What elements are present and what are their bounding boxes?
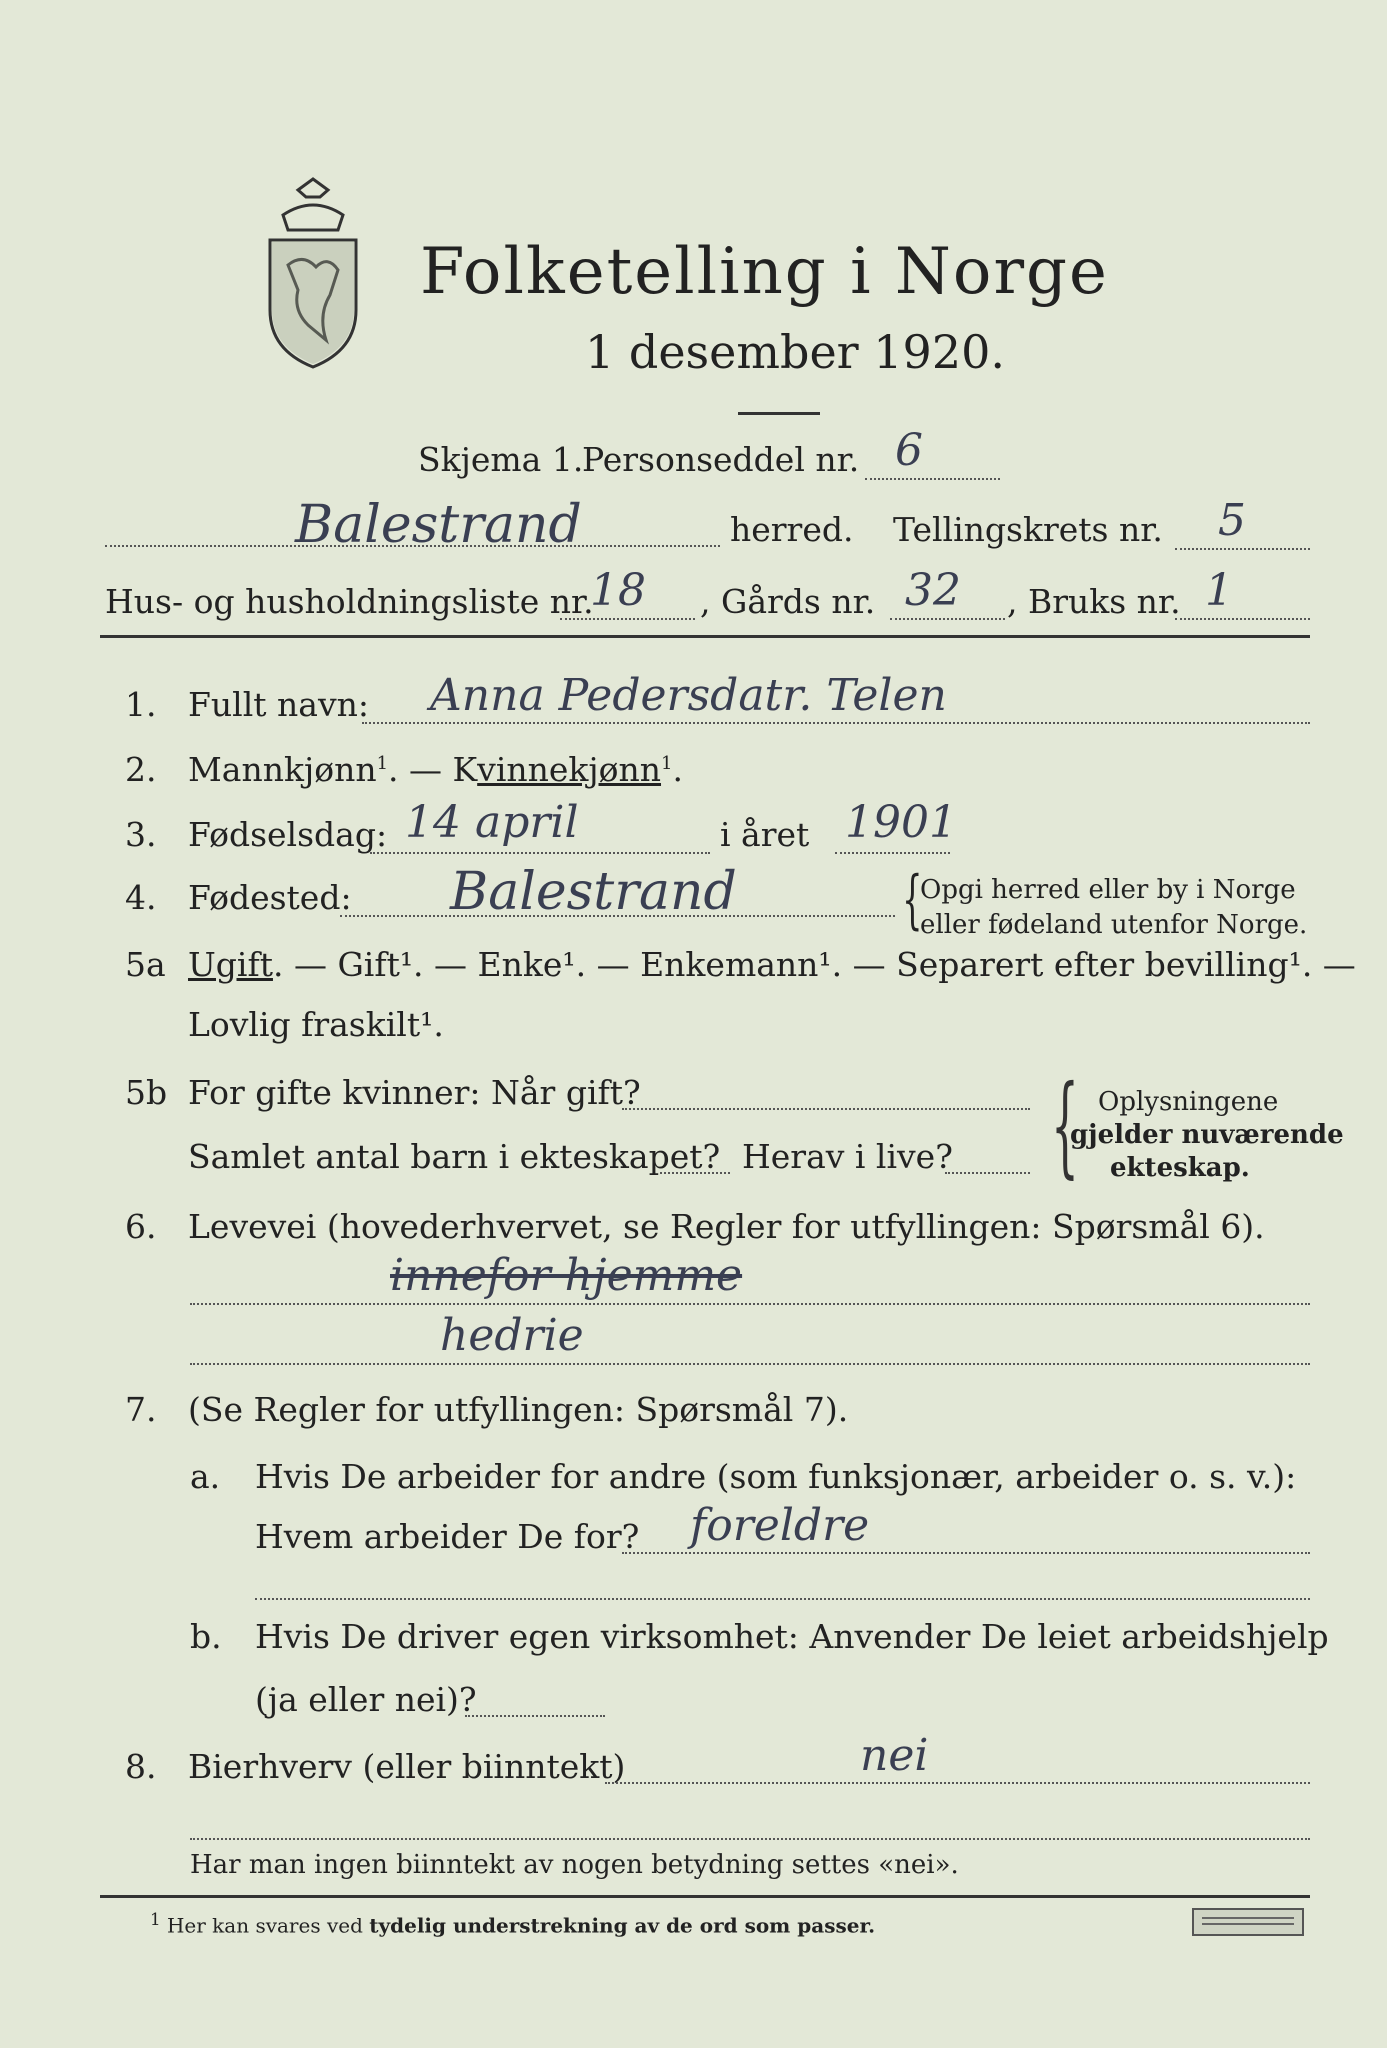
q6-number: 6. xyxy=(125,1207,157,1246)
mannkjonn-option: Mannkjønn xyxy=(188,750,377,789)
levevei-label: Levevei (hovederhvervet, se Regler for utfyllingen: Spørsmål 6). xyxy=(188,1207,1265,1246)
q7b-text: Hvis De driver egen virksomhet: Anvender De leiet arbeidshjelp xyxy=(255,1617,1329,1656)
q7a-text: Hvis De arbeider for andre (som funksjonær, arbeider o. s. v.): xyxy=(255,1457,1297,1496)
ekteskap-note-2: gjelder nuværende xyxy=(1070,1120,1344,1150)
q4-number: 4. xyxy=(125,878,157,917)
bierhverv-label: Bierhverv (eller biinntekt) xyxy=(188,1747,626,1786)
tellingskrets-label: Tellingskrets nr. xyxy=(893,510,1163,549)
bruks-label: , Bruks nr. xyxy=(1007,582,1181,621)
fodested-note-1: Opgi herred eller by i Norge xyxy=(920,875,1296,905)
q3-number: 3. xyxy=(125,815,157,854)
q7-number: 7. xyxy=(125,1390,157,1429)
herred-label: herred. xyxy=(730,510,854,549)
antal-barn-label: Samlet antal barn i ekteskapet? xyxy=(188,1137,721,1176)
bierhverv-value: nei xyxy=(860,1730,929,1781)
hus-label: Hus- og husholdningsliste nr. xyxy=(105,582,594,621)
q7a-number: a. xyxy=(190,1457,221,1496)
hus-value: 18 xyxy=(590,565,646,616)
year-value: 1901 xyxy=(845,797,957,848)
kjonn-options: Mannkjønn$^1$. — Kvinnekjønn$^1$. xyxy=(188,750,683,789)
page-title: Folketelling i Norge xyxy=(420,235,1109,309)
skjema-label: Skjema 1. xyxy=(418,440,584,479)
fodested-value: Balestrand xyxy=(450,862,737,922)
sivilstand-options: Ugift. — Gift¹. — Enke¹. — Enkemann¹. — Separert efter bevilling¹. — xyxy=(188,945,1356,984)
biinntekt-note: Har man ingen biinntekt av nogen betydning settes «nei». xyxy=(190,1850,959,1880)
tellingskrets-value: 5 xyxy=(1218,495,1246,546)
fodselsdag-value: 14 april xyxy=(405,797,579,848)
year-label: i året xyxy=(720,815,810,854)
q1-number: 1. xyxy=(125,685,157,724)
fodested-note-2: eller fødeland utenfor Norge. xyxy=(920,910,1308,940)
census-form: Folketelling i Norge 1 desember 1920. Skjema 1. Personseddel nr. 6 Balestrand herred. Tellingskrets nr. 5 Hus- og husholdningsliste nr. 18 , Gårds nr. 32 , Bruks nr. 1 1. Fullt navn: Anna Pedersdatr. Telen 2. Mannkjønn$^1$. — Kvinnekjønn$^1$. 3. Fødselsdag: 14 april i året 1901 4. Fødested: Balestrand { Opgi herred eller by i Norge eller fødeland utenfor Norge. 5a Ugift. — Gift¹. — Enke¹. — Enkemann¹. — Separert efter bevilling¹. — Lovlig fraskilt¹. 5b For gifte kvinner: Når gift? Samlet antal barn i ekteskapet? Herav i live? { Oplysningene gjelder nuværende ekteskap. 6. Levevei (hovederhvervet, se Regler for utfyllingen: Spørsmål 6). innefor hjemme hedrie 7. (Se Regler for utfyllingen: Spørsmål 7). a. Hvis De arbeider for andre (som funksjonær, arbeider o. s. v.): Hvem arbeider De for? foreldre b. Hvis De driver egen virksomhet: Anvender De leiet arbeidshjelp (ja eller nei)? 8. Bierhverv (eller biinntekt) nei Har man ingen biinntekt av nogen betydning settes «nei». $^1$ Her kan svares ved tydelig understrekning av de ord som passer. xyxy=(0,0,1387,2048)
census-date: 1 desember 1920. xyxy=(585,325,1005,379)
printer-stamp-icon xyxy=(1192,1908,1304,1936)
herred-value: Balestrand xyxy=(295,495,582,555)
q2-number: 2. xyxy=(125,750,157,789)
ekteskap-note-3: ekteskap. xyxy=(1110,1153,1250,1183)
naar-gift-label: For gifte kvinner: Når gift? xyxy=(188,1073,641,1112)
q5b-number: 5b xyxy=(125,1073,168,1112)
q5a-number: 5a xyxy=(125,945,166,984)
q7b-number: b. xyxy=(190,1617,222,1656)
arbeider-for-value: foreldre xyxy=(690,1500,870,1551)
personseddel-label: Personseddel nr. xyxy=(582,440,860,479)
fullt-navn-value: Anna Pedersdatr. Telen xyxy=(430,670,947,721)
footnote: $^1$ Her kan svares ved tydelig understrekning av de ord som passer. xyxy=(150,1910,876,1938)
fodested-label: Fødested: xyxy=(188,878,352,917)
norwegian-coat-of-arms-icon xyxy=(258,175,368,375)
kvinnekjonn-underlined: vinnekjønn xyxy=(477,750,662,789)
ugift-underlined: Ugift xyxy=(188,945,273,984)
bruks-value: 1 xyxy=(1205,565,1233,616)
fullt-navn-label: Fullt navn: xyxy=(188,685,369,724)
ekteskap-note-1: Oplysningene xyxy=(1098,1087,1279,1117)
levevei-struck-value: innefor hjemme xyxy=(390,1250,743,1301)
gaards-label: , Gårds nr. xyxy=(700,582,876,621)
herav-i-live-label: Herav i live? xyxy=(742,1137,953,1176)
header-rule xyxy=(100,635,1310,638)
title-divider xyxy=(738,412,820,415)
levevei-value: hedrie xyxy=(440,1310,584,1361)
gaards-value: 32 xyxy=(905,565,961,616)
fodselsdag-label: Fødselsdag: xyxy=(188,815,388,854)
ja-eller-nei-label: (ja eller nei)? xyxy=(255,1680,477,1719)
footer-rule xyxy=(100,1895,1310,1898)
q8-number: 8. xyxy=(125,1747,157,1786)
arbeider-for-label: Hvem arbeider De for? xyxy=(255,1517,640,1556)
q7-label: (Se Regler for utfyllingen: Spørsmål 7). xyxy=(188,1390,849,1429)
personseddel-value: 6 xyxy=(895,425,923,476)
lovlig-fraskilt: Lovlig fraskilt¹. xyxy=(188,1005,444,1044)
